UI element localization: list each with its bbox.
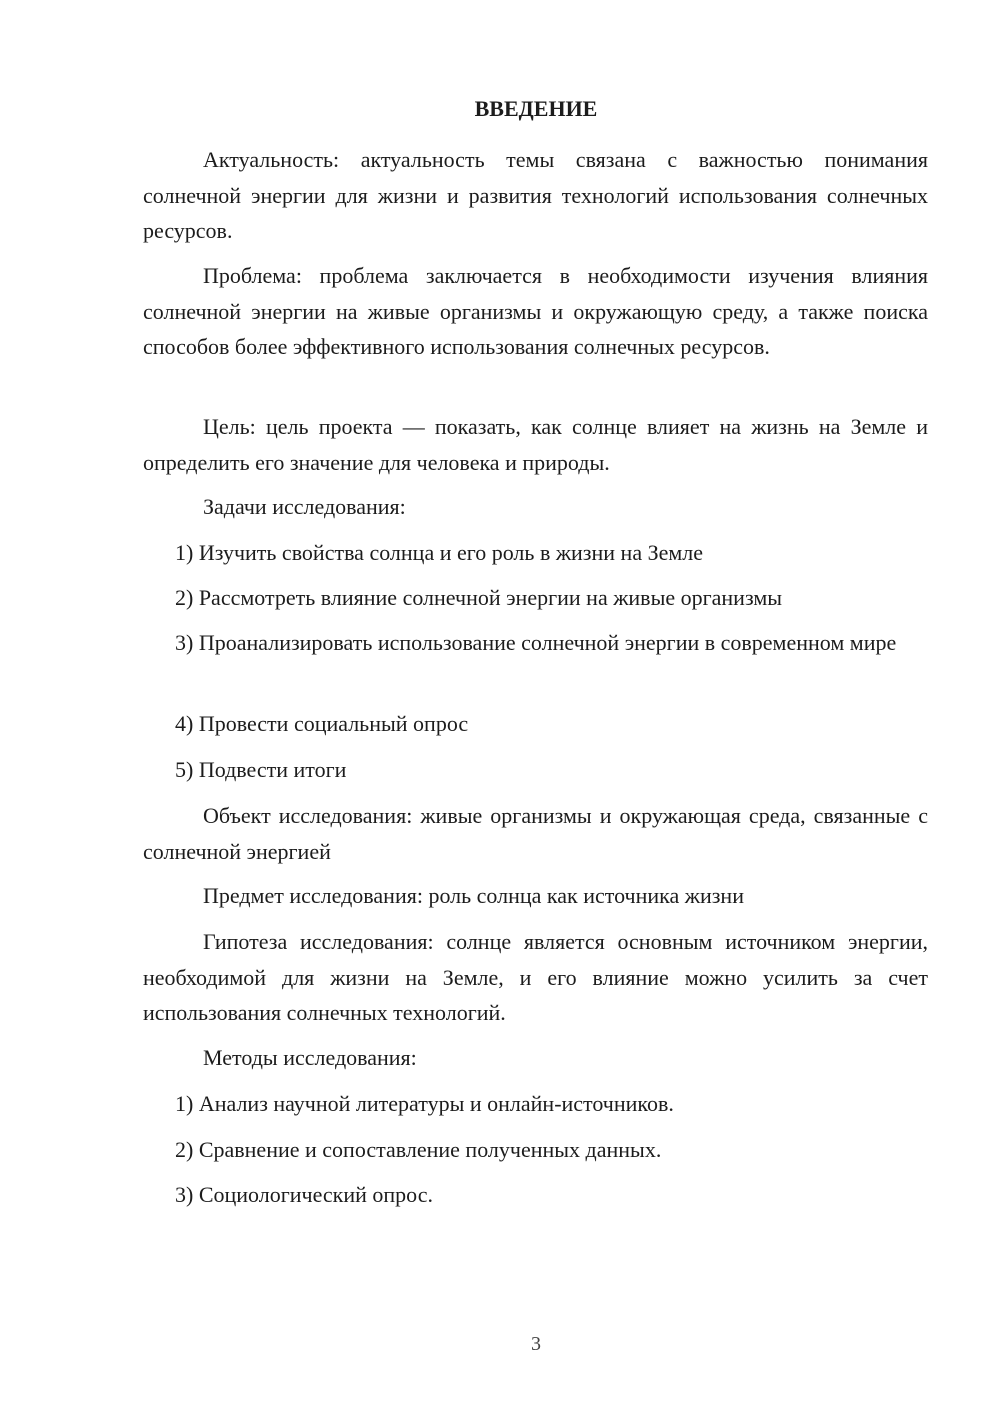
task-item: 2) Рассмотреть влияние солнечной энергии на живые организмы xyxy=(175,585,783,610)
task-item: 1) Изучить свойства солнца и его роль в жизни на Земле xyxy=(175,540,704,565)
page-number: 3 xyxy=(531,1333,541,1355)
task-item: 3) Проанализировать использование солнечной энергии в современном мире xyxy=(175,630,897,655)
method-item: 2) Сравнение и сопоставление полученных данных. xyxy=(175,1137,662,1162)
method-item: 1) Анализ научной литературы и онлайн-источников. xyxy=(175,1091,674,1116)
object-paragraph: Объект исследования: живые организмы и окружающая среда, связанные с солнечной энергией xyxy=(143,803,928,864)
tasks-title: Задачи исследования: xyxy=(203,494,406,519)
relevance-paragraph: Актуальность: актуальность темы связана с важностью понимания солнечной энергии для жизни и развития технологий использования солнечных ресурсов. xyxy=(143,147,928,243)
problem-paragraph: Проблема: проблема заключается в необходимости изучения влияния солнечной энергии на живые организмы и окружающую среду, а также поиска способов более эффективного использования солнечных ресурсов. xyxy=(143,263,928,359)
hypothesis-paragraph: Гипотеза исследования: солнце является основным источником энергии, необходимой для жизни на Земле, и его влияние можно усилить за счет использования солнечных технологий. xyxy=(143,929,928,1025)
task-item: 4) Провести социальный опрос xyxy=(175,711,469,736)
task-item: 5) Подвести итоги xyxy=(175,757,347,782)
methods-title: Методы исследования: xyxy=(203,1045,417,1070)
method-item: 3) Социологический опрос. xyxy=(175,1182,433,1207)
section-heading: ВВЕДЕНИЕ xyxy=(474,96,598,121)
subject-paragraph: Предмет исследования: роль солнца как источника жизни xyxy=(203,883,744,908)
goal-paragraph: Цель: цель проекта — показать, как солнце влияет на жизнь на Земле и определить его значение для человека и природы. xyxy=(143,414,928,475)
